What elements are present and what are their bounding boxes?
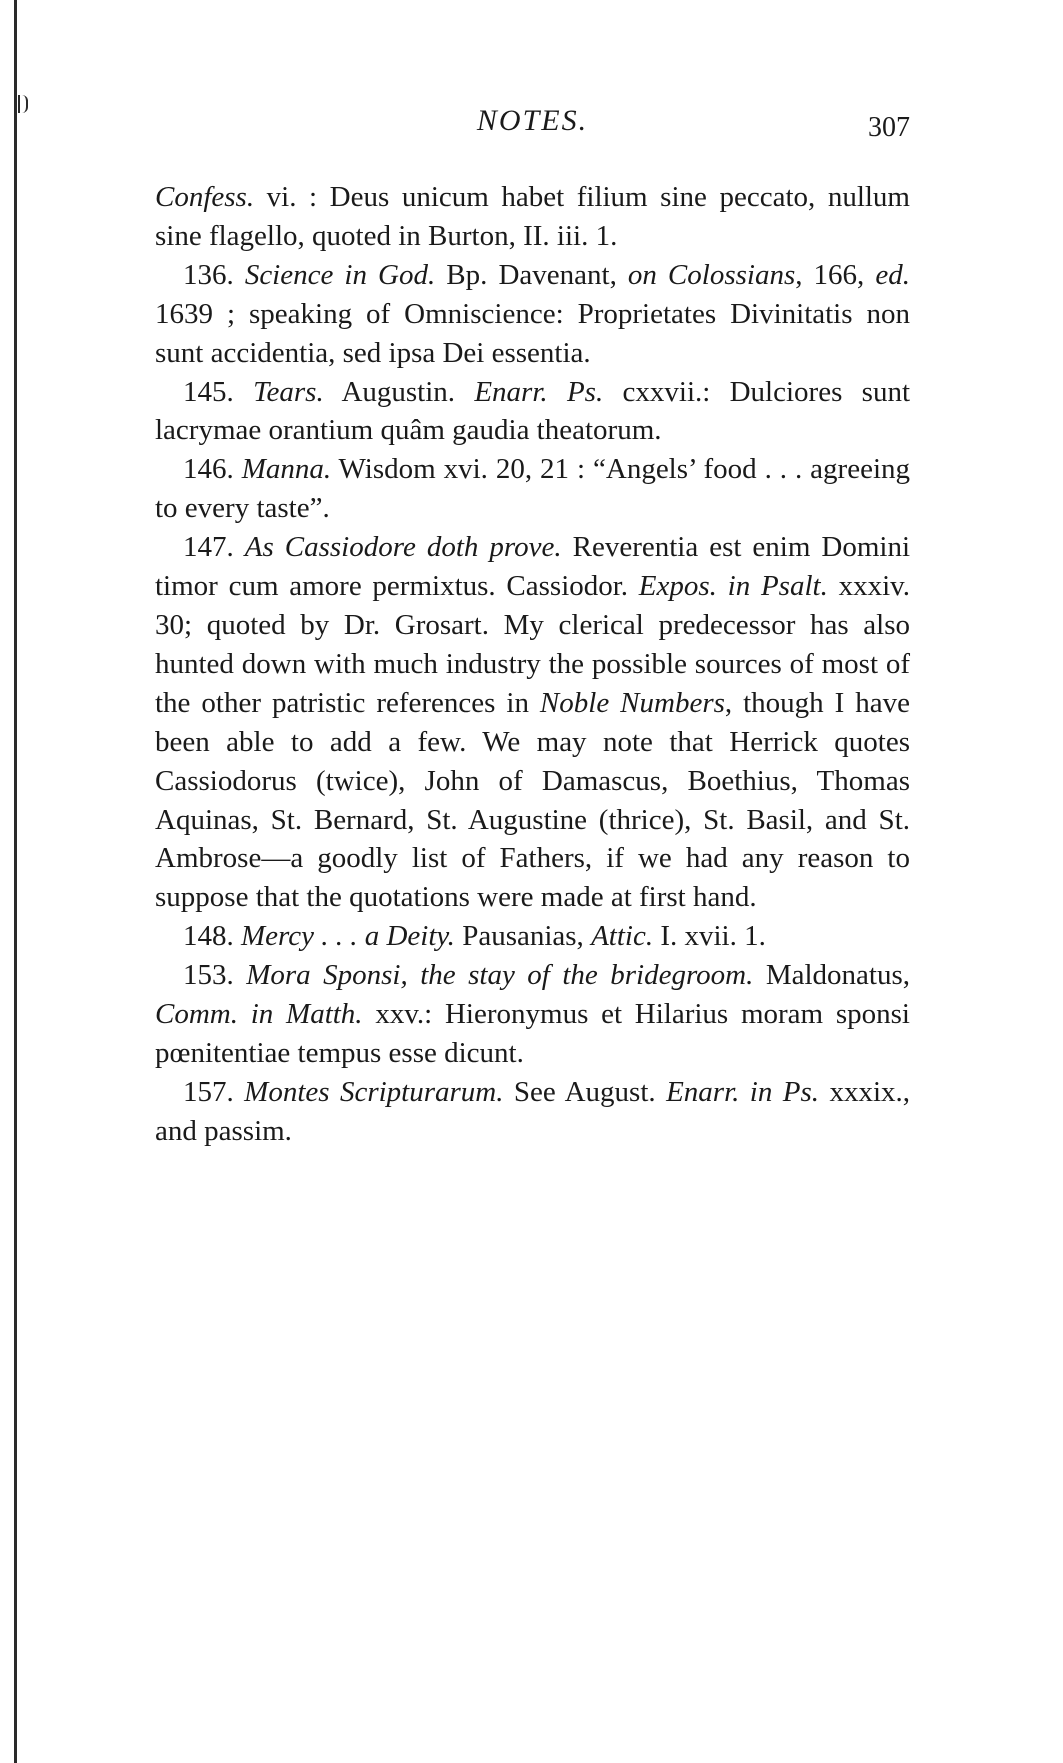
note-text: Wisdom xvi. 20, 21 : “Angels’ food . . . agreeing to every taste”. bbox=[155, 453, 910, 525]
note-paragraph bbox=[155, 956, 910, 1073]
note-heading: Montes Scripturarum. bbox=[244, 1075, 504, 1108]
page-edge-mark bbox=[18, 95, 28, 113]
notes-body bbox=[155, 178, 910, 1151]
note-text: Pausanias, bbox=[462, 920, 592, 953]
note-citation-italic: Noble Numbers bbox=[539, 686, 725, 719]
note-text: Maldonatus, bbox=[765, 959, 911, 992]
note-heading: Tears. bbox=[253, 375, 324, 408]
note-citation-italic: Enarr. in Ps. bbox=[666, 1075, 820, 1108]
continuation-ref: Confess. bbox=[155, 181, 255, 213]
note-number: 148. bbox=[183, 920, 241, 953]
note-number: 146. bbox=[183, 453, 242, 486]
note-citation-italic: Attic. bbox=[591, 920, 654, 953]
note-paragraph bbox=[155, 1073, 910, 1151]
note-heading: Manna. bbox=[241, 453, 332, 486]
note-heading: As Cassiodore doth prove. bbox=[244, 531, 562, 564]
note-text: xxxiv. 30; quoted by Dr. Grosart. My clerical predecessor has also hunted down with much industry the possible sources of most of the other patristic references in bbox=[155, 570, 910, 719]
note-number: 145. bbox=[183, 375, 254, 408]
note-heading: Science in God. bbox=[244, 258, 436, 291]
note-text: Bp. Davenant, bbox=[446, 258, 628, 291]
note-text: I. xvii. 1. bbox=[653, 920, 766, 953]
note-paragraph bbox=[155, 450, 910, 528]
note-number: 147. bbox=[183, 531, 245, 564]
continuation-text: vi. : Deus unicum habet filium sine peccato, nullum sine flagello, quoted in Burton, II. iii. 1. bbox=[155, 181, 910, 252]
note-citation-italic: Enarr. Ps. bbox=[474, 375, 604, 408]
note-heading: Mercy . . . a Deity. bbox=[241, 920, 455, 953]
note-heading: Mora Sponsi, the stay of the bridegroom. bbox=[246, 959, 754, 992]
note-paragraph bbox=[155, 256, 910, 373]
continuation-paragraph bbox=[155, 178, 910, 256]
note-number: 136. bbox=[183, 258, 245, 291]
page-number: 307 bbox=[868, 112, 910, 143]
note-citation-italic: Comm. in Matth. bbox=[155, 998, 363, 1031]
note-paragraph bbox=[155, 917, 910, 956]
note-number: 153. bbox=[183, 959, 247, 992]
note-text: Reverentia est enim Domini timor cum amore permixtus. Cassiodor. bbox=[155, 531, 911, 603]
note-text: cxxvii.: Dulciores sunt lacrymae orantium quâm gaudia theatorum. bbox=[155, 375, 911, 447]
note-text: See August. bbox=[513, 1075, 667, 1108]
note-text: , though I have been able to add a few. We may note that Herrick quotes Cassiodorus (twice), John of Damascus, Boethius, Thomas Aquinas, St. Bernard, St. Augustine (thrice), St. Basil, and St. Ambrose—a goodly list of Fathers, if we had any reason to suppose that the quotations were made at first hand. bbox=[155, 686, 910, 914]
notes-list bbox=[155, 256, 910, 1151]
note-text: xxv.: Hieronymus et Hilarius moram sponsi pœnitentiae tempus esse dicunt. bbox=[155, 998, 910, 1069]
note-number: 157. bbox=[183, 1075, 245, 1108]
note-text: xxxix., and passim. bbox=[155, 1075, 911, 1147]
note-citation-italic: Expos. in Psalt. bbox=[638, 570, 828, 603]
note-text: Augustin. bbox=[341, 375, 475, 408]
page-title: NOTES. bbox=[476, 104, 589, 137]
note-text: 1639 ; speaking of Omniscience: Proprietates Divinitatis non sunt accidentia, sed ipsa Dei essentia. bbox=[155, 297, 910, 369]
running-head bbox=[155, 104, 910, 144]
note-paragraph bbox=[155, 373, 910, 451]
page-edge-line bbox=[14, 0, 17, 1763]
note-citation-italic: ed. bbox=[875, 258, 910, 291]
note-paragraph bbox=[155, 528, 910, 917]
note-text: , 166, bbox=[795, 258, 876, 291]
note-citation-italic: on Colossians bbox=[627, 258, 796, 291]
